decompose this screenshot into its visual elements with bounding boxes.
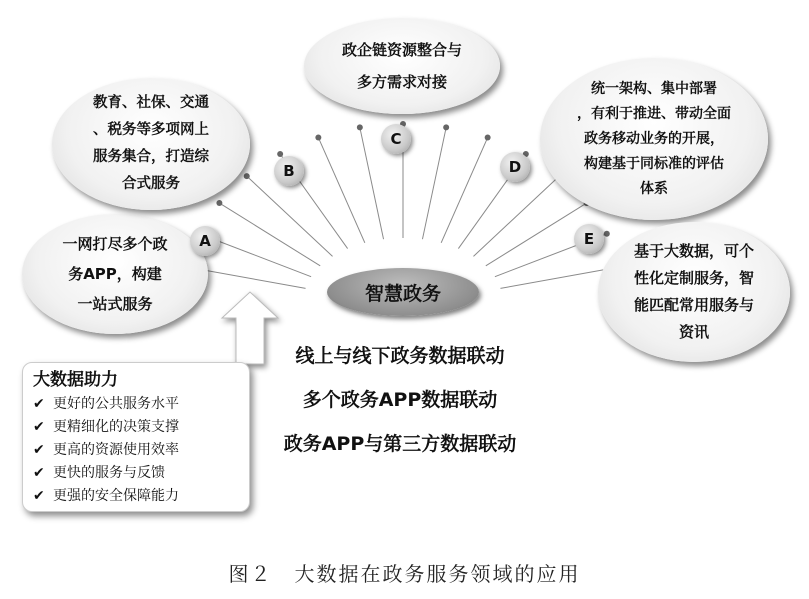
connector-dot <box>315 135 321 141</box>
badge-d: D <box>500 152 530 182</box>
connector-ray <box>247 176 333 256</box>
connector-dot <box>357 124 363 130</box>
list-item-label: 更精细化的决策支撑 <box>53 419 179 435</box>
bubble-b-line: 服务集合，打造综 <box>93 149 209 165</box>
big-data-box <box>22 362 250 512</box>
bubble-a-line: 一网打尽多个政 <box>62 235 168 253</box>
bubble-b-line: 教育、社保、交通 <box>93 95 209 111</box>
connector-dot <box>443 124 449 130</box>
bubble-e-line: 资讯 <box>678 323 709 341</box>
list-item-label: 更好的公共服务水平 <box>53 396 179 412</box>
big-data-list <box>33 393 239 508</box>
connector-ray <box>219 203 320 266</box>
center-node: 智慧政务 <box>327 268 479 316</box>
list-item <box>33 462 239 485</box>
connector-ray <box>441 138 487 243</box>
data-link-item: 多个政务APP数据联动 <box>302 389 498 411</box>
figure-caption: 图２ 大数据在政务服务领域的应用 <box>228 562 581 586</box>
bubble-d-line: 统一架构、集中部署 <box>591 80 717 97</box>
check-icon: ✔ <box>33 419 45 435</box>
connector-dot <box>277 151 283 157</box>
bubble-e-line: 性化定制服务，智 <box>633 269 754 287</box>
list-item <box>33 393 239 416</box>
badge-a: A <box>190 226 220 256</box>
connector-ray <box>422 127 446 239</box>
bubble-d-line: ，有利于推进、带动全面 <box>577 105 731 122</box>
connector-ray <box>486 203 587 266</box>
connector-dot <box>216 200 222 206</box>
bubble-d-line: 体系 <box>640 180 668 197</box>
bubble-c <box>304 18 500 114</box>
list-item <box>33 439 239 462</box>
bubble-e-line: 能匹配常用服务与 <box>633 296 754 314</box>
data-link-item: 线上与线下政务数据联动 <box>295 345 505 367</box>
big-data-title: 大数据助力 <box>33 370 118 390</box>
connector-dot <box>604 231 610 237</box>
connector-ray <box>473 176 559 256</box>
bubble-d <box>540 58 768 220</box>
list-item-label: 更快的服务与反馈 <box>53 465 165 481</box>
bubble-e-line: 基于大数据，可个 <box>633 242 754 260</box>
bubble-d-line: 政务移动业务的开展， <box>584 130 724 147</box>
connector-ray <box>360 127 384 239</box>
connector-ray <box>318 138 364 243</box>
check-icon: ✔ <box>33 465 45 481</box>
list-item-label: 更强的安全保障能力 <box>53 488 179 504</box>
check-icon: ✔ <box>33 488 45 504</box>
bubble-d-line: 构建基于同标准的评估 <box>584 155 724 172</box>
connector-dot <box>244 173 250 179</box>
check-icon: ✔ <box>33 396 45 412</box>
bubble-c-line: 政企链资源整合与 <box>341 41 462 59</box>
bubble-b-line: 合式服务 <box>122 176 180 192</box>
data-link-item: 政务APP与第三方数据联动 <box>283 433 517 455</box>
list-item <box>33 485 239 508</box>
list-item <box>33 416 239 439</box>
list-item-label: 更高的资源使用效率 <box>53 442 179 458</box>
bubble-a <box>22 214 208 334</box>
bubble-b <box>52 78 250 210</box>
bubble-b-line: 、税务等多项网上 <box>93 122 209 138</box>
bubble-e <box>598 222 790 362</box>
badge-b: B <box>274 156 304 186</box>
bubble-a-line: 务APP，构建 <box>68 265 162 283</box>
bubble-c-line: 多方需求对接 <box>356 73 447 91</box>
badge-c: C <box>381 124 411 154</box>
connector-dot <box>485 135 491 141</box>
badge-e: E <box>574 224 604 254</box>
check-icon: ✔ <box>33 442 45 458</box>
bubble-a-line: 一站式服务 <box>77 295 153 313</box>
data-links <box>250 334 550 466</box>
